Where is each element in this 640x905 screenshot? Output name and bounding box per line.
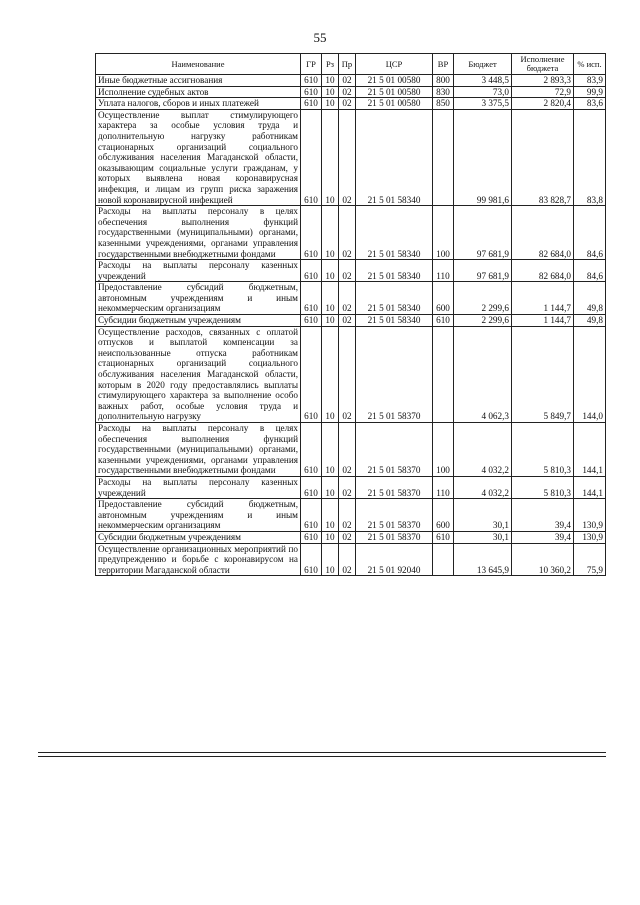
cell-name: Расходы на выплаты персоналу в целях обеспечения выполнения функций государственными (муниципальными) органами, казенными учреждениями, органами управления государственными внебюджетными фондами xyxy=(96,206,301,260)
cell-csr: 21 5 01 58340 xyxy=(356,206,433,260)
cell-execution: 39,4 xyxy=(512,531,574,543)
cell-gr: 610 xyxy=(301,260,322,282)
table-row xyxy=(96,423,606,477)
cell-percent: 130,9 xyxy=(574,531,606,543)
cell-budget: 2 299,6 xyxy=(454,315,512,327)
table-row xyxy=(96,499,606,532)
cell-pr: 02 xyxy=(339,260,356,282)
cell-vr: 110 xyxy=(433,476,454,498)
table-row xyxy=(96,75,606,87)
cell-budget: 3 375,5 xyxy=(454,98,512,110)
cell-csr: 21 5 01 92040 xyxy=(356,543,433,576)
cell-csr: 21 5 01 58370 xyxy=(356,476,433,498)
header-vr: ВР xyxy=(433,54,454,75)
cell-name: Осуществление выплат стимулирующего характера за особые условия труда и дополнительную нагрузку работникам стационарных организаций социального обслуживания населения Магаданской области, оказывающим социальные услуги гражданам, у которых выявлена новая коронавирусная инфекция, и лицам из групп риска заражения новой коронавирусной инфекцией xyxy=(96,109,301,205)
cell-pr: 02 xyxy=(339,531,356,543)
cell-pr: 02 xyxy=(339,326,356,422)
cell-gr: 610 xyxy=(301,543,322,576)
cell-csr: 21 5 01 58340 xyxy=(356,260,433,282)
cell-csr: 21 5 01 58340 xyxy=(356,282,433,315)
cell-vr: 800 xyxy=(433,75,454,87)
cell-csr: 21 5 01 58370 xyxy=(356,499,433,532)
cell-gr: 610 xyxy=(301,206,322,260)
cell-csr: 21 5 01 58370 xyxy=(356,423,433,477)
table-row xyxy=(96,326,606,422)
cell-vr: 830 xyxy=(433,86,454,98)
cell-vr: 100 xyxy=(433,423,454,477)
cell-rz: 10 xyxy=(322,326,339,422)
cell-rz: 10 xyxy=(322,98,339,110)
cell-rz: 10 xyxy=(322,109,339,205)
cell-vr xyxy=(433,543,454,576)
cell-gr: 610 xyxy=(301,75,322,87)
cell-rz: 10 xyxy=(322,206,339,260)
cell-percent: 99,9 xyxy=(574,86,606,98)
cell-budget: 99 981,6 xyxy=(454,109,512,205)
cell-name: Исполнение судебных актов xyxy=(96,86,301,98)
cell-rz: 10 xyxy=(322,75,339,87)
cell-gr: 610 xyxy=(301,423,322,477)
cell-name: Уплата налогов, сборов и иных платежей xyxy=(96,98,301,110)
header-budget: Бюджет xyxy=(454,54,512,75)
cell-name: Расходы на выплаты персоналу казенных учреждений xyxy=(96,476,301,498)
table-row xyxy=(96,315,606,327)
header-percent: % исп. xyxy=(574,54,606,75)
cell-percent: 144,1 xyxy=(574,476,606,498)
cell-rz: 10 xyxy=(322,476,339,498)
cell-csr: 21 5 01 58370 xyxy=(356,531,433,543)
cell-execution: 82 684,0 xyxy=(512,206,574,260)
table-row xyxy=(96,282,606,315)
cell-pr: 02 xyxy=(339,206,356,260)
cell-pr: 02 xyxy=(339,86,356,98)
cell-vr xyxy=(433,326,454,422)
cell-pr: 02 xyxy=(339,315,356,327)
cell-gr: 610 xyxy=(301,326,322,422)
cell-vr: 600 xyxy=(433,282,454,315)
cell-gr: 610 xyxy=(301,109,322,205)
cell-rz: 10 xyxy=(322,543,339,576)
footer-rule-top xyxy=(38,752,606,753)
cell-percent: 144,1 xyxy=(574,423,606,477)
cell-vr: 610 xyxy=(433,315,454,327)
table-header-row xyxy=(96,54,606,75)
cell-gr: 610 xyxy=(301,86,322,98)
header-gr: ГР xyxy=(301,54,322,75)
cell-csr: 21 5 01 58340 xyxy=(356,315,433,327)
cell-vr xyxy=(433,109,454,205)
table-row xyxy=(96,206,606,260)
cell-percent: 75,9 xyxy=(574,543,606,576)
cell-pr: 02 xyxy=(339,282,356,315)
cell-execution: 2 893,3 xyxy=(512,75,574,87)
table-row xyxy=(96,476,606,498)
header-pr: Пр xyxy=(339,54,356,75)
cell-pr: 02 xyxy=(339,98,356,110)
cell-gr: 610 xyxy=(301,282,322,315)
cell-vr: 110 xyxy=(433,260,454,282)
cell-percent: 83,9 xyxy=(574,75,606,87)
cell-execution: 1 144,7 xyxy=(512,282,574,315)
cell-percent: 84,6 xyxy=(574,206,606,260)
cell-gr: 610 xyxy=(301,98,322,110)
header-rz: Рз xyxy=(322,54,339,75)
cell-budget: 3 448,5 xyxy=(454,75,512,87)
cell-name: Расходы на выплаты персоналу казенных учреждений xyxy=(96,260,301,282)
table-row xyxy=(96,86,606,98)
cell-pr: 02 xyxy=(339,75,356,87)
cell-execution: 2 820,4 xyxy=(512,98,574,110)
cell-rz: 10 xyxy=(322,315,339,327)
cell-gr: 610 xyxy=(301,315,322,327)
page-number: 55 xyxy=(313,30,327,45)
cell-execution: 5 849,7 xyxy=(512,326,574,422)
cell-vr: 100 xyxy=(433,206,454,260)
cell-name: Иные бюджетные ассигнования xyxy=(96,75,301,87)
cell-execution: 82 684,0 xyxy=(512,260,574,282)
cell-name: Расходы на выплаты персоналу в целях обеспечения выполнения функций государственными (муниципальными) органами, казенными учреждениями, органами управления государственными внебюджетными фондами xyxy=(96,423,301,477)
table-body xyxy=(96,75,606,576)
table-row xyxy=(96,260,606,282)
budget-table xyxy=(95,53,606,576)
cell-execution: 83 828,7 xyxy=(512,109,574,205)
cell-pr: 02 xyxy=(339,423,356,477)
footer-rule-bottom xyxy=(38,756,606,757)
cell-budget: 2 299,6 xyxy=(454,282,512,315)
cell-gr: 610 xyxy=(301,476,322,498)
cell-budget: 30,1 xyxy=(454,499,512,532)
cell-percent: 144,0 xyxy=(574,326,606,422)
cell-execution: 10 360,2 xyxy=(512,543,574,576)
cell-name: Субсидии бюджетным учреждениям xyxy=(96,531,301,543)
cell-pr: 02 xyxy=(339,499,356,532)
cell-execution: 5 810,3 xyxy=(512,423,574,477)
cell-rz: 10 xyxy=(322,86,339,98)
cell-budget: 4 062,3 xyxy=(454,326,512,422)
cell-csr: 21 5 01 00580 xyxy=(356,98,433,110)
cell-rz: 10 xyxy=(322,423,339,477)
cell-gr: 610 xyxy=(301,499,322,532)
cell-execution: 72,9 xyxy=(512,86,574,98)
cell-percent: 49,8 xyxy=(574,282,606,315)
cell-percent: 49,8 xyxy=(574,315,606,327)
cell-name: Предоставление субсидий бюджетным, автономным учреждениям и иным некоммерческим организациям xyxy=(96,499,301,532)
cell-pr: 02 xyxy=(339,543,356,576)
table-row xyxy=(96,531,606,543)
cell-budget: 97 681,9 xyxy=(454,260,512,282)
cell-vr: 600 xyxy=(433,499,454,532)
cell-rz: 10 xyxy=(322,499,339,532)
cell-pr: 02 xyxy=(339,109,356,205)
cell-rz: 10 xyxy=(322,531,339,543)
cell-execution: 1 144,7 xyxy=(512,315,574,327)
header-csr: ЦСР xyxy=(356,54,433,75)
cell-percent: 130,9 xyxy=(574,499,606,532)
table-row xyxy=(96,109,606,205)
cell-execution: 5 810,3 xyxy=(512,476,574,498)
cell-vr: 850 xyxy=(433,98,454,110)
cell-budget: 4 032,2 xyxy=(454,423,512,477)
cell-gr: 610 xyxy=(301,531,322,543)
cell-percent: 84,6 xyxy=(574,260,606,282)
cell-csr: 21 5 01 00580 xyxy=(356,75,433,87)
cell-pr: 02 xyxy=(339,476,356,498)
cell-budget: 30,1 xyxy=(454,531,512,543)
cell-name: Осуществление расходов, связанных с оплатой отпусков и выплатой компенсации за неиспользованные отпуска работникам стационарных организаций социального обслуживания населения Магаданской области, которым в 2020 году предоставлялись выплаты стимулирующего характера за выполнение особо важных работ, особые условия труда и дополнительную нагрузку xyxy=(96,326,301,422)
table-row xyxy=(96,98,606,110)
cell-budget: 73,0 xyxy=(454,86,512,98)
cell-budget: 4 032,2 xyxy=(454,476,512,498)
cell-percent: 83,8 xyxy=(574,109,606,205)
cell-execution: 39,4 xyxy=(512,499,574,532)
cell-vr: 610 xyxy=(433,531,454,543)
cell-name: Субсидии бюджетным учреждениям xyxy=(96,315,301,327)
cell-budget: 13 645,9 xyxy=(454,543,512,576)
header-execution: Исполнение бюджета xyxy=(512,54,574,75)
cell-name: Предоставление субсидий бюджетным, автономным учреждениям и иным некоммерческим организациям xyxy=(96,282,301,315)
cell-csr: 21 5 01 00580 xyxy=(356,86,433,98)
header-name: Наименование xyxy=(96,54,301,75)
cell-percent: 83,6 xyxy=(574,98,606,110)
cell-budget: 97 681,9 xyxy=(454,206,512,260)
cell-name: Осуществление организационных мероприятий по предупреждению и борьбе с коронавирусом на территории Магаданской области xyxy=(96,543,301,576)
cell-rz: 10 xyxy=(322,282,339,315)
cell-csr: 21 5 01 58370 xyxy=(356,326,433,422)
cell-csr: 21 5 01 58340 xyxy=(356,109,433,205)
cell-rz: 10 xyxy=(322,260,339,282)
table-row xyxy=(96,543,606,576)
